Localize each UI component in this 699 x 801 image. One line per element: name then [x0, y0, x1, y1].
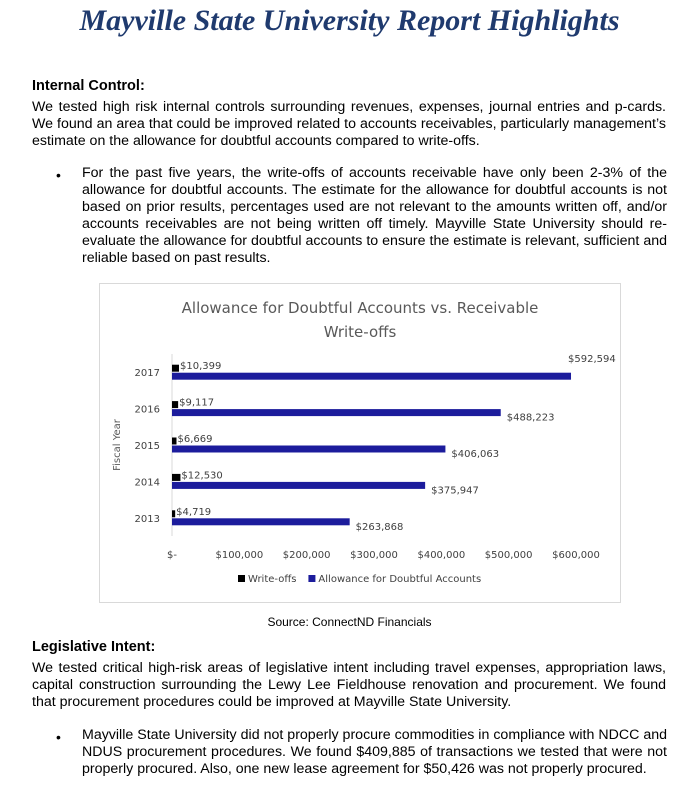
legislative-intent-paragraph: We tested critical high-risk areas of legislative intent including travel expenses, appropriation laws, capital construction surrounding the Lewy Lee Fieldhouse renovation and procurement. We found that procurement procedures could be improved at Mayville State University.: [32, 660, 666, 710]
x-tick-label: $300,000: [350, 550, 398, 561]
data-label-allowance: $375,947: [431, 485, 479, 497]
y-tick-label: 2017: [134, 368, 160, 380]
x-tick-label: $400,000: [417, 550, 466, 561]
internal-control-paragraph: We tested high risk internal controls surrounding revenues, expenses, journal entries and p-cards. We found an area that could be improved related to accounts receivables, particularly management’s estimate on the allowance for doubtful accounts compared to write-offs.: [32, 99, 666, 149]
data-label-write-offs: $4,719: [176, 506, 212, 518]
data-label-allowance: $592,594: [568, 354, 616, 366]
y-tick-label: 2014: [134, 477, 160, 489]
page-title: Mayville State University Report Highlights: [79, 4, 620, 37]
legend-swatch: [308, 575, 315, 582]
legislative-intent-heading: Legislative Intent:: [32, 639, 156, 655]
y-tick-label: 2016: [134, 404, 160, 416]
chart-source: Source: ConnectND Financials: [267, 615, 432, 629]
y-tick-label: 2015: [134, 441, 160, 452]
data-label-write-offs: $12,530: [181, 470, 223, 482]
data-label-write-offs: $10,399: [180, 361, 222, 373]
x-tick-label: $100,000: [215, 550, 264, 561]
data-label-allowance: $263,868: [355, 521, 404, 533]
bar-allowance: [172, 446, 445, 453]
chart-title-line-2: Write-offs: [323, 323, 397, 341]
bullet-icon: •: [56, 729, 61, 745]
bar-write-offs: [172, 474, 180, 481]
x-tick-label: $600,000: [552, 550, 600, 561]
bullet-icon: •: [56, 167, 61, 183]
bar-write-offs: [172, 365, 179, 372]
data-label-write-offs: $6,669: [177, 434, 213, 445]
data-label-allowance: $488,223: [506, 412, 555, 424]
bar-write-offs: [172, 510, 175, 517]
legend-swatch: [238, 575, 245, 582]
x-tick-label: $500,000: [484, 550, 533, 561]
chart-plot: [100, 284, 620, 602]
bar-write-offs: [172, 438, 176, 445]
bar-write-offs: [172, 401, 178, 408]
bar-allowance: [172, 409, 501, 416]
chart-container: [99, 283, 621, 603]
bar-allowance: [172, 482, 425, 489]
y-axis-title: Fiscal Year: [112, 419, 123, 471]
legend-label: Allowance for Doubtful Accounts: [318, 574, 482, 585]
internal-control-heading: Internal Control:: [32, 78, 145, 94]
bar-allowance: [172, 518, 350, 525]
internal-control-bullet-text: For the past five years, the write-offs of accounts receivable have only been 2-3% of the allowance for doubtful accounts. The estimate for the allowance for doubtful accounts is not based on prior results, percentages used are not relevant to the amounts written off, and/or accounts receivables are not being written off timely. Mayville State University should re-evaluate the allowance for doubtful accounts to ensure the estimate is relevant, sufficient and reliable based on past results.: [82, 165, 667, 266]
y-tick-label: 2013: [134, 513, 160, 525]
x-tick-label: $200,000: [282, 550, 331, 561]
data-label-allowance: $406,063: [451, 449, 500, 460]
bar-allowance: [172, 373, 571, 380]
legend-label: Write-offs: [248, 574, 297, 585]
legislative-intent-bullet-text: Mayville State University did not properly procure commodities in compliance with NDCC and NDUS procurement procedures. We found $409,885 of transactions we tested that were not properly procured. Also, one new lease agreement for $50,426 was not properly procured.: [82, 727, 667, 777]
data-label-write-offs: $9,117: [179, 397, 215, 409]
x-tick-label: $-: [167, 550, 177, 561]
chart-title-line-1: Allowance for Doubtful Accounts vs. Receivable: [181, 299, 539, 317]
